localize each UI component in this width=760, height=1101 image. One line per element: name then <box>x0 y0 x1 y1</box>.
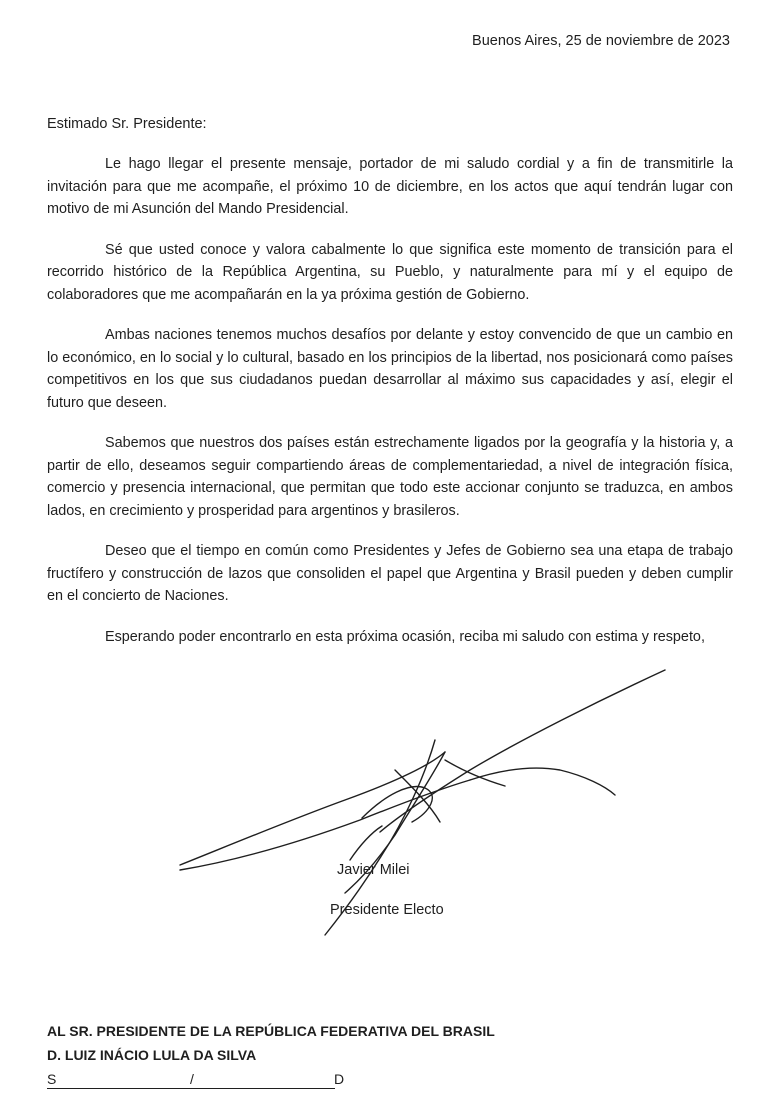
fill-slash: / <box>190 1071 194 1087</box>
paragraph-invitation: Le hago llegar el presente mensaje, portador de mi saludo cordial y a fin de transmitirle la invitación para que me acompañe, el próximo 10 de diciembre, en los actos que aquí tendrán lugar con motivo de mi Asunción del Mando Presidencial. <box>47 156 733 217</box>
signer-title: Presidente Electo <box>330 902 444 918</box>
addressee-line-1: AL SR. PRESIDENTE DE LA REPÚBLICA FEDERATIVA DEL BRASIL <box>47 1023 495 1039</box>
fill-d: D <box>334 1071 345 1087</box>
fill-s: S <box>47 1071 57 1087</box>
addressee-line-2: D. LUIZ INÁCIO LULA DA SILVA <box>47 1047 257 1063</box>
paragraph-cooperation: Deseo que el tiempo en común como Presidentes y Jefes de Gobierno sea una etapa de trabajo fructífero y construcción de lazos que consoliden el papel que Argentina y Brasil pueden y deben cumplir en el concierto de Naciones. <box>47 543 733 604</box>
address-fill-line <box>47 1071 347 1091</box>
paragraph-transition: Sé que usted conoce y valora cabalmente lo que significa este momento de transición para el recorrido histórico de la República Argentina, su Pueblo, y naturalmente para mí y el equipo de colaboradores que me acompañarán en la ya próxima gestión de Gobierno. <box>47 241 733 303</box>
signer-name: Javier Milei <box>337 862 410 878</box>
letter-date: Buenos Aires, 25 de noviembre de 2023 <box>472 33 730 49</box>
addressee-block <box>47 1019 495 1067</box>
paragraph-ties: Sabemos que nuestros dos países están estrechamente ligados por la geografía y la historia y, a partir de ello, deseamos seguir compartiendo áreas de complementariedad, a nivel de integración física, comercio y presencia internacional, que permitan que todo este accionar conjunto se traduzca, en ambos lados, en crecimiento y prosperidad para argentinos y brasileros. <box>47 435 733 519</box>
paragraph-challenges: Ambas naciones tenemos muchos desafíos por delante y estoy convencido de que un cambio en lo económico, en lo social y lo cultural, basado en los principios de la libertad, nos posicionará como países competitivos en los que sus ciudadanos puedan desarrollar al máximo sus capacidades y así, elegir el futuro que deseen. <box>47 327 733 411</box>
salutation: Estimado Sr. Presidente: <box>47 116 207 132</box>
paragraph-closing: Esperando poder encontrarlo en esta próxima ocasión, reciba mi saludo con estima y respeto, <box>105 628 705 645</box>
fill-underline <box>47 1088 335 1089</box>
